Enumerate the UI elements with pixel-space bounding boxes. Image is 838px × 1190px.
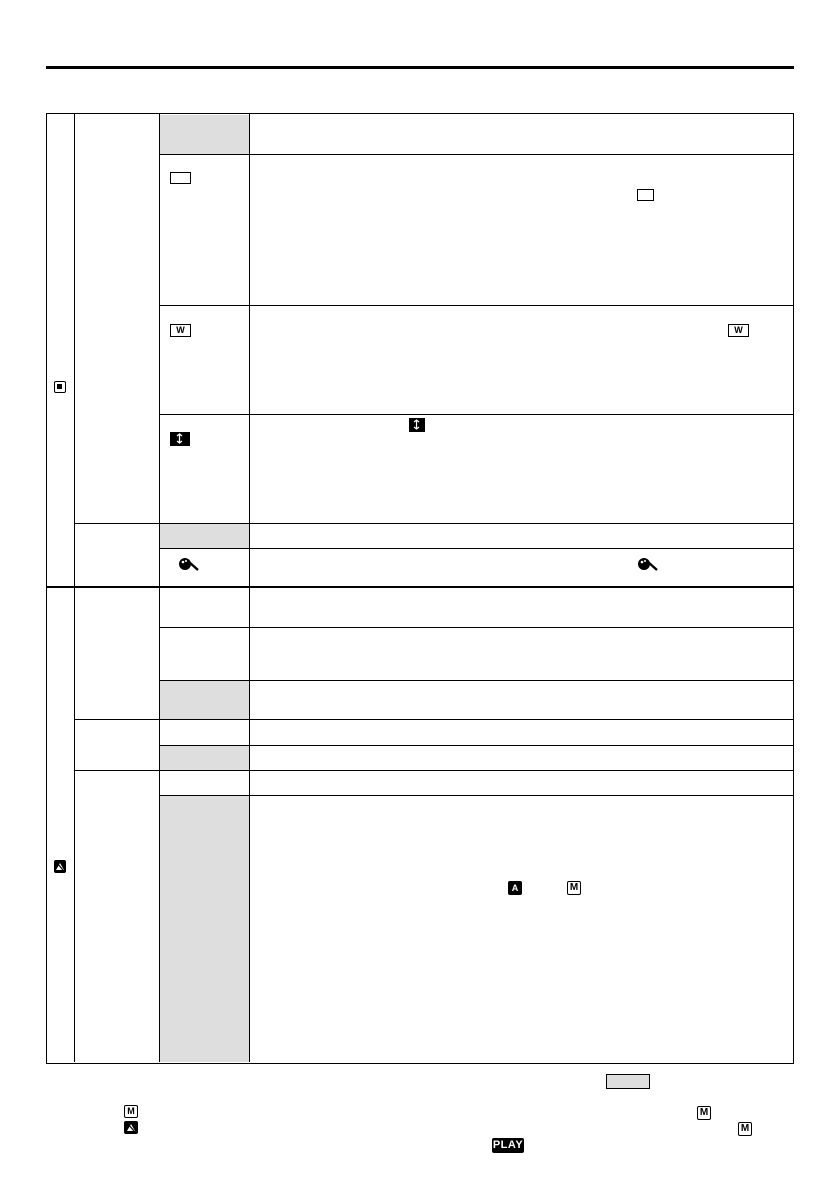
manual-m-icon — [738, 1122, 752, 1136]
wide-letter: W — [176, 325, 185, 335]
play-badge-label: PLAY — [492, 1139, 524, 1151]
picture-mode-icon — [54, 381, 66, 393]
row-line — [74, 719, 793, 720]
row-line — [159, 795, 793, 796]
stabilizer-icon — [409, 418, 425, 432]
wide-w-icon — [170, 324, 191, 337]
manual-m-icon — [697, 1106, 711, 1120]
row-line — [159, 154, 793, 155]
row-line — [159, 745, 793, 746]
manual-m-icon — [567, 881, 581, 895]
palette-brush-icon — [178, 556, 200, 572]
wide-w-icon — [728, 324, 749, 337]
col-divider-1 — [74, 114, 75, 1062]
scene-setting-icon — [54, 860, 66, 873]
row-line — [74, 523, 793, 524]
row-line — [74, 770, 793, 771]
manual-letter: M — [740, 1123, 750, 1134]
play-badge-icon — [492, 1138, 524, 1153]
scene-setting-icon — [124, 1121, 138, 1134]
row-line — [159, 414, 793, 415]
default-key-swatch — [606, 1074, 650, 1089]
auto-a-icon — [508, 881, 522, 895]
manual-letter: M — [127, 1106, 135, 1116]
row-line — [159, 548, 793, 549]
row-line — [159, 680, 793, 681]
default-cell-3 — [160, 681, 249, 719]
normal-frame-icon — [170, 172, 191, 184]
manual-letter: M — [569, 882, 579, 893]
normal-frame-icon — [637, 189, 654, 201]
wide-letter: W — [734, 325, 743, 335]
auto-letter: A — [511, 883, 519, 893]
section-divider — [47, 586, 793, 588]
header-rule — [46, 66, 794, 69]
palette-brush-icon — [637, 556, 659, 572]
col-divider-2 — [159, 114, 160, 1062]
default-cell-4 — [160, 746, 249, 770]
manual-m-icon — [124, 1105, 138, 1118]
col-divider-3 — [249, 114, 250, 1062]
default-cell-1 — [160, 115, 249, 154]
stabilizer-icon — [170, 432, 190, 446]
row-line — [159, 305, 793, 306]
row-line — [159, 627, 793, 628]
default-cell-5 — [160, 796, 249, 1062]
manual-letter: M — [699, 1107, 709, 1118]
default-cell-2 — [160, 524, 249, 548]
